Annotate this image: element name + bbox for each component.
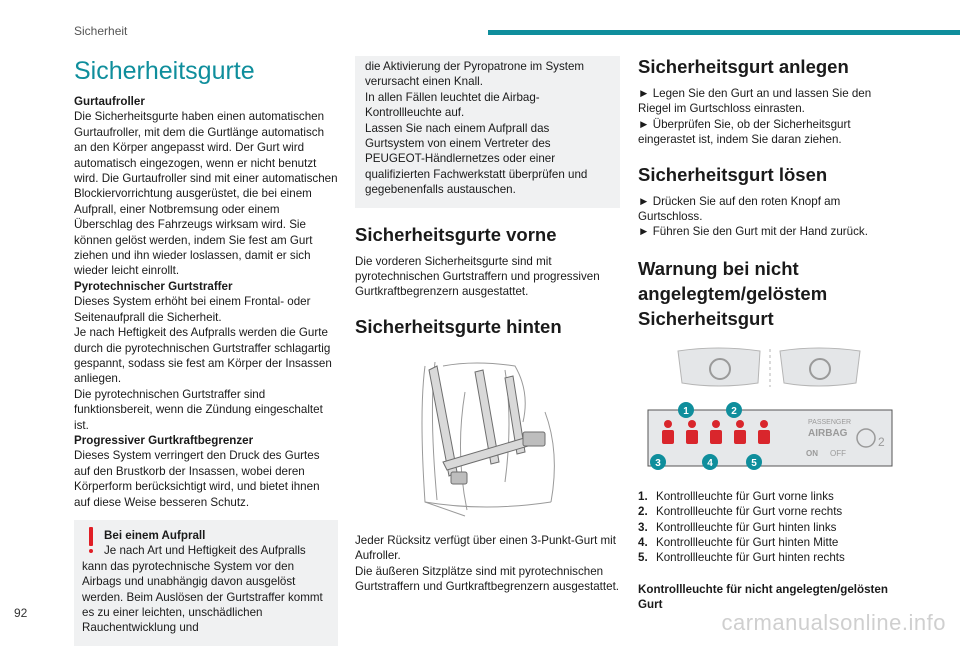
heading-fasten-belt: Sicherheitsgurt anlegen [638,56,849,77]
heading-rear-belts: Sicherheitsgurte hinten [355,315,562,337]
panel-badge-2: 2 [878,434,885,449]
fasten-step-2: ► Überprüfen Sie, ob der Sicherheitsgurt eingerastet ist, indem Sie daran ziehen. [638,117,851,147]
paragraph-rear-2: Die äußeren Sitzplätze sind mit pyrotechnischen Gurtstraffern und Gurtkraftbegrenzern ausgestattet. [355,564,620,594]
cont-paragraph-2: In allen Fällen leuchtet die Airbag-Kontrollleuchte auf. [365,90,540,120]
warning-box [74,520,338,646]
panel-passenger-label: PASSENGER [808,418,852,426]
paragraph-pyro-1: Dieses System erhöht bei einem Frontal- oder Seitenaufprall die Sicherheit. [74,295,311,324]
callout-3: 3 [655,457,661,469]
heading-release-belt: Sicherheitsgurt lösen [638,163,828,185]
callout-2: 2 [731,405,737,417]
seatbelt-warning-panel [638,402,900,476]
list-item [638,489,900,504]
subheading-unbelted-warning: Kontrollleuchte für nicht angelegten/gelösten Gurt [638,582,888,612]
cont-paragraph-1: die Aktivierung der Pyropatrone im System verursacht einen Knall. [365,60,585,89]
list-item-label: Kontrollleuchte für Gurt hinten Mitte [656,536,839,550]
subheading-gurtaufroller: Gurtaufroller [74,95,145,108]
subheading-pyro: Pyrotechnischer Gurtstraffer [74,279,233,293]
warning-text-first: Je nach Art und Heftigkeit des Aufpralls [104,544,306,558]
heading-belt-warning: Warnung bei nicht angelegtem/gelöstem Sicherheitsgurt [638,257,828,329]
paragraph-pyro-2: Je nach Heftigkeit des Aufpralls werden die Gurte durch die pyrotechnischen Gurtstraffer schlagartig gespannt, sodass sie fest am Körper der Insassen anliegen. [74,326,332,386]
column-left [74,56,338,646]
warning-title: Bei einem Aufprall [104,528,206,542]
list-item-number: 4. [638,536,648,550]
fasten-step-1: ► Legen Sie den Gurt an und lassen Sie den Riegel im Gurtschloss einrasten. [638,87,872,116]
list-item-number: 5. [638,551,648,565]
column-middle [355,56,620,595]
list-item [638,520,900,535]
header-accent-bar [488,30,960,35]
paragraph-front-belts: Die vorderen Sicherheitsgurte sind mit pyrotechnischen Gurtstraffern und progressiven Gurtkraftbegrenzern ausgestattet. [355,254,600,299]
release-step-2: ► Führen Sie den Gurt mit der Hand zurück. [638,225,868,239]
list-item-label: Kontrollleuchte für Gurt vorne links [656,489,834,503]
paragraph-rear-1: Jeder Rücksitz verfügt über einen 3-Punkt-Gurt mit Aufroller. [355,533,616,563]
paragraph-gurtaufroller: Die Sicherheitsgurte haben einen automatischen Gurtaufroller, mit dem die Gurtlänge automatisch an den Körper angepasst wird. Der Gurt wird automatisch eingezogen, wenn er nicht benutzt wird. Die Gurtaufroller sind mit einer automatischen Blockiervorrichtung ausgerüstet, die bei einem Aufprall, einer Notbremsung oder einem Überschlag des Fahrzeugs wirksam wird. Sie können gelöst werden, indem Sie fest am Gurt ziehen und ihn wieder loslassen, damit er sich wieder leicht einrollt. [74,110,338,278]
release-step-1: ► Drücken Sie auf den roten Knopf am Gurtschloss. [638,194,841,224]
list-item-number: 2. [638,505,648,519]
list-item-label: Kontrollleuchte für Gurt hinten rechts [656,551,845,565]
warning-lights-list [638,489,900,566]
cont-paragraph-3: Lassen Sie nach einem Aufprall das Gurtsystem von einem Vertreter des PEUGEOT-Händlernetzes oder einer qualifizierten Fachwerkstatt überprüfen und gegebenenfalls austauschen. [365,121,588,197]
warning-text-rest: kann das pyrotechnische System vor den Airbags und unabhängig davon ausgelöst werden. Beim Auslösen der Gurtstraffer kommt es zu einer leichten, unschädlichen Rauchentwicklung und [82,559,323,635]
paragraph-progressive: Dieses System verringert den Druck des Gurtes auf den Brustkorb der Insassen, wobei deren Körperform berücksichtigt wird, und bietet ihnen auf diese Weise besseren Schutz. [74,449,320,509]
list-item-number: 3. [638,520,648,534]
rear-seat-belt-illustration [355,352,620,520]
list-item [638,550,900,565]
panel-off-label: OFF [830,448,846,458]
list-item [638,535,900,550]
panel-on-label: ON [806,448,818,458]
callout-5: 5 [751,457,757,469]
watermark: carmanualsonline.info [721,610,946,635]
cockpit-overview-illustration [638,343,900,391]
list-item-label: Kontrollleuchte für Gurt hinten links [656,520,837,534]
callout-1: 1 [683,405,689,417]
list-item-label: Kontrollleuchte für Gurt vorne rechts [656,505,843,519]
list-item [638,504,900,519]
subheading-progressive: Progressiver Gurtkraftbegrenzer [74,433,254,447]
list-item-number: 1. [638,489,648,503]
header-section-label: Sicherheit [74,24,128,38]
paragraph-pyro-3: Die pyrotechnischen Gurtstraffer sind funktionsbereit, wenn die Zündung eingeschaltet ist. [74,387,323,432]
warning-exclamation-icon [86,527,96,557]
page-title: Sicherheitsgurte [74,57,255,85]
warning-box-continued [355,56,620,208]
column-right [638,56,900,613]
page-number: 92 [14,606,28,620]
heading-front-belts: Sicherheitsgurte vorne [355,223,557,245]
panel-airbag-label: AIRBAG [808,427,848,439]
callout-4: 4 [707,457,713,469]
